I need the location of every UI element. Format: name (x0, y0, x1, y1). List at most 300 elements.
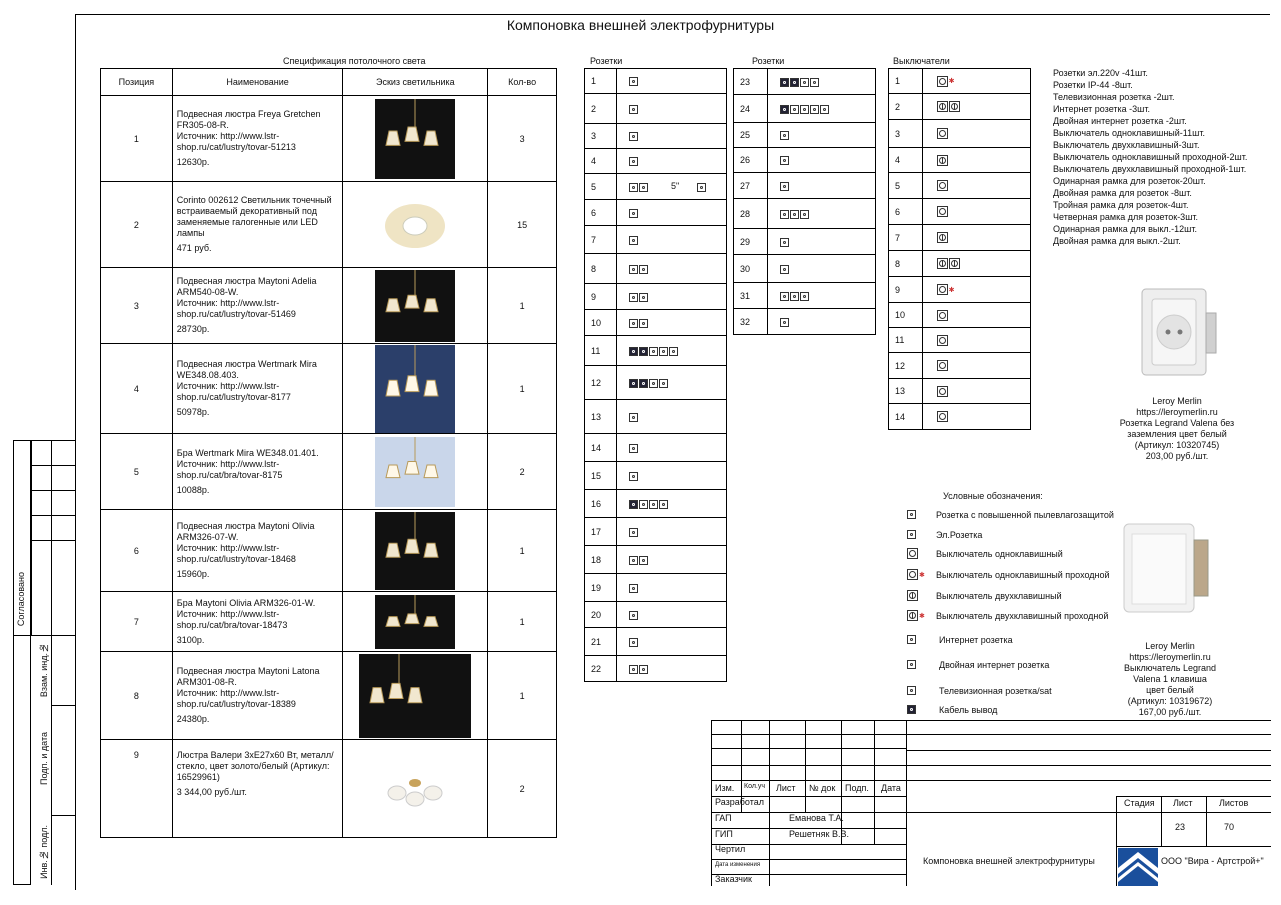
switch-number: 11 (889, 328, 923, 353)
spec-source: Источник: http://www.lstr-shop.ru/cat/lustry/tovar-18468 (176, 543, 296, 564)
spec-sketch (343, 182, 488, 268)
lamp-image (375, 769, 455, 809)
socket-row (585, 200, 727, 226)
legend-symbol-icon (907, 685, 917, 695)
stamp-text: Заказчик (715, 874, 752, 884)
socket-symbol-icon (649, 500, 658, 509)
socket-symbol-icon (629, 319, 638, 328)
lamp-image (375, 99, 455, 179)
summary-line: Тройная рамка для розеток-4шт. (1053, 200, 1189, 210)
socket-symbol-icon (780, 131, 789, 140)
spec-sketch (343, 740, 488, 838)
product-line: (Артикул: 10320745) (1134, 440, 1220, 450)
socket-row (585, 602, 727, 628)
stamp-line (874, 720, 875, 812)
socket-number: 12 (585, 366, 617, 400)
spec-sketch (343, 652, 488, 740)
summary-line: Двойная рамка для выкл.-2шт. (1053, 236, 1181, 246)
socket-symbols (768, 309, 876, 335)
socket-symbols (768, 255, 876, 283)
socket-symbol-icon (659, 500, 668, 509)
switch-number: 8 (889, 251, 923, 277)
socket-symbol-icon (780, 78, 789, 87)
legend-symbol-icon: ✱ (907, 610, 925, 621)
spec-qty: 1 (488, 592, 557, 652)
socket-symbol-icon (697, 183, 706, 192)
switch-symbol-icon (937, 76, 948, 87)
stamp-text: Решетняк В.В. (789, 829, 849, 839)
stamp-line (906, 780, 1271, 781)
stamp-text: ГАП (715, 813, 732, 823)
spec-name-cell (172, 344, 343, 434)
socket-number: 3 (585, 124, 617, 149)
spec-name: Подвесная люстра Maytoni Latona ARM301-08-R. (176, 666, 320, 687)
stamp-line (874, 812, 875, 844)
switch-symbol-icon (937, 411, 948, 422)
summary-line: Выключатель двухклавишный-3шт. (1053, 140, 1200, 150)
switch-symbol-icon (949, 101, 960, 112)
spec-pos: 2 (101, 182, 173, 268)
stamp-text: Лист (1173, 798, 1193, 808)
switch-number: 13 (889, 379, 923, 404)
socket-symbol-icon (629, 209, 638, 218)
socket-symbol-icon (780, 318, 789, 327)
spec-qty: 1 (488, 344, 557, 434)
title-block (711, 720, 1271, 886)
socket-symbol-icon (629, 293, 638, 302)
socket-symbol-icon (639, 556, 648, 565)
switch-symbol-icon (937, 101, 948, 112)
socket-row (734, 95, 876, 123)
spec-source: Источник: http://www.lstr-shop.ru/cat/bra/tovar-8175 (176, 458, 283, 480)
switch-symbol-icon (937, 206, 948, 217)
spec-pos: 6 (101, 510, 173, 592)
switch-number: 6 (889, 199, 923, 225)
socket-row (585, 518, 727, 546)
spec-name: Бра Maytoni Olivia ARM326-01-W. (176, 597, 316, 608)
spec-header: Позиция (101, 69, 173, 96)
socket-symbol-icon (639, 293, 648, 302)
socket-symbols (768, 173, 876, 199)
socket-symbols (616, 284, 726, 310)
spec-row (101, 96, 557, 182)
product-line: заземления цвет белый (1127, 429, 1227, 439)
socket-symbol-icon (629, 77, 638, 86)
socket-row (585, 174, 727, 200)
legend-symbol-icon (907, 634, 917, 644)
spec-price: 3100р. (176, 634, 205, 645)
socket-symbol-icon (629, 638, 638, 647)
spec-price: 12630р. (176, 157, 210, 167)
socket-row (734, 229, 876, 255)
stamp-text: Разработал (715, 797, 764, 807)
socket-symbol-icon (629, 183, 638, 192)
stamp-text: № док (809, 783, 836, 793)
socket-photo (1140, 283, 1220, 383)
switch-symbols (922, 303, 1030, 328)
socket-symbol-icon (629, 665, 638, 674)
summary-line: Выключатель двухклавишный проходной-1шт. (1053, 164, 1247, 174)
legend-item: Розетка с повышенной пылевлагозащитой (936, 510, 1114, 520)
socket-number: 19 (585, 574, 617, 602)
spec-name: Corinto 002612 Светильник точечный встраиваемый декоративный под заменяемые галогенные или LED лампы (176, 195, 332, 238)
spec-source: Источник: http://www.lstr-shop.ru/cat/lustry/tovar-51213 (176, 131, 296, 152)
switch-row (889, 148, 1031, 173)
socket-symbol-icon (780, 210, 789, 219)
socket-number: 13 (585, 400, 617, 434)
spec-row (101, 652, 557, 740)
legend-item: Двойная интернет розетка (939, 660, 1050, 670)
spec-name: Бра Wertmark Mira WE348.01.401. (176, 447, 319, 458)
socket-product-text (1112, 396, 1242, 462)
socket-row (585, 284, 727, 310)
spec-row (101, 510, 557, 592)
stamp-line (1161, 796, 1162, 846)
socket-symbol-icon (639, 347, 648, 356)
switch-row (889, 328, 1031, 353)
socket-symbol-icon (800, 78, 809, 87)
socket-symbol-icon (659, 347, 668, 356)
socket-symbol-icon (629, 132, 638, 141)
legend-item: Выключатель одноклавишный (936, 549, 1063, 559)
socket-symbol-icon (629, 236, 638, 245)
switch-number: 14 (889, 404, 923, 430)
lamp-image (375, 512, 455, 590)
spec-name: Подвесная люстра Maytoni Adelia ARM540-08-W. (176, 276, 317, 297)
stamp-text: 70 (1224, 822, 1235, 832)
spec-source: Источник: http://www.lstr-shop.ru/cat/bra/tovar-18473 (176, 608, 288, 630)
spec-qty: 2 (488, 434, 557, 510)
spec-price: 50978р. (176, 407, 210, 417)
switch-symbols (922, 277, 1030, 303)
socket-symbol-icon (639, 379, 648, 388)
socket-symbol-icon (780, 156, 789, 165)
socket-number: 9 (585, 284, 617, 310)
spec-pos: 3 (101, 268, 173, 344)
stamp-text: ГИП (715, 829, 733, 839)
socket-symbol-icon (800, 105, 809, 114)
socket-symbol-icon (629, 528, 638, 537)
switch-row (889, 69, 1031, 94)
switch-symbol-icon (949, 258, 960, 269)
stamp-text: Подп. (845, 783, 869, 793)
spec-header: Наименование (172, 69, 343, 96)
spec-qty: 1 (488, 268, 557, 344)
socket-row (734, 255, 876, 283)
socket-number: 15 (585, 462, 617, 490)
socket-row (734, 283, 876, 309)
socket-symbol-icon (790, 78, 799, 87)
switch-number: 12 (889, 353, 923, 379)
socket-symbol-icon (800, 292, 809, 301)
stamp-line (906, 734, 1271, 735)
summary-list (1053, 67, 1247, 247)
page-title: Компоновка внешней электрофурнитуры (506, 17, 775, 33)
socket-number: 2 (585, 94, 617, 124)
switch-row (889, 225, 1031, 251)
socket-row (734, 69, 876, 95)
sockets-a-caption: Розетки (590, 56, 623, 66)
product-line: цвет белый (1146, 685, 1194, 695)
legend-symbol-icon: ✱ (907, 569, 925, 580)
legend-item: Кабель вывод (939, 705, 998, 715)
product-line: 167,00 руб./шт. (1138, 707, 1202, 717)
socket-number: 26 (734, 148, 768, 173)
switch-symbols (922, 251, 1030, 277)
lamp-image (375, 196, 455, 254)
socket-number: 18 (585, 546, 617, 574)
product-line: Выключатель Legrand (1123, 663, 1216, 673)
sign-date-label: Подп. и дата (39, 732, 49, 786)
product-line: (Артикул: 10319672) (1127, 696, 1213, 706)
switch-symbol-icon (937, 180, 948, 191)
switch-symbols (922, 225, 1030, 251)
socket-number: 25 (734, 123, 768, 148)
legend-item: Телевизионная розетка/sat (939, 686, 1052, 696)
spec-name: Подвесная люстра Maytoni Olivia ARM326-07-W. (176, 521, 315, 542)
socket-symbol-icon (639, 665, 648, 674)
legend-symbol-icon (907, 659, 917, 669)
socket-symbol-icon (639, 319, 648, 328)
switch-symbol-icon (937, 310, 948, 321)
socket-number: 8 (585, 254, 617, 284)
spec-price: 24380р. (176, 714, 210, 724)
socket-symbols (616, 94, 726, 124)
spec-price: 28730р. (176, 324, 210, 334)
stamp-text: Изм. (715, 783, 735, 793)
socket-symbol-icon (629, 379, 638, 388)
switch-number: 3 (889, 120, 923, 148)
spec-table (100, 68, 557, 838)
stamp-line (841, 720, 842, 812)
socket-symbol-icon (790, 210, 799, 219)
spec-row (101, 592, 557, 652)
frame-top (75, 14, 1270, 15)
spec-name: Подвесная люстра Wertmark Mira WE348.08.403. (176, 359, 317, 380)
socket-row (734, 309, 876, 335)
spec-row (101, 268, 557, 344)
summary-line: Розетки эл.220v -41шт. (1053, 68, 1148, 78)
socket-symbol-icon (629, 556, 638, 565)
company-logo (1118, 848, 1158, 888)
socket-symbols (616, 628, 726, 656)
spec-header: Кол-во (488, 69, 557, 96)
spec-source: Источник: http://www.lstr-shop.ru/cat/lustry/tovar-8177 (176, 381, 291, 402)
socket-number: 7 (585, 226, 617, 254)
switch-symbol-icon (937, 284, 948, 295)
product-line: Leroy Merlin https://leroymerlin.ru (1129, 641, 1211, 662)
socket-row (585, 226, 727, 254)
socket-symbol-icon (780, 292, 789, 301)
switch-product-text (1105, 641, 1235, 718)
socket-symbol-icon (629, 444, 638, 453)
socket-symbols (616, 518, 726, 546)
switch-photo (1120, 518, 1216, 618)
socket-symbols (768, 69, 876, 95)
switch-symbols (922, 94, 1030, 120)
socket-symbols (616, 124, 726, 149)
switch-symbol-icon (937, 335, 948, 346)
stamp-line (769, 812, 770, 886)
stamp-line (1206, 796, 1207, 846)
lamp-image (375, 270, 455, 342)
switch-symbols (922, 173, 1030, 199)
switch-row (889, 404, 1031, 430)
spec-sketch (343, 96, 488, 182)
summary-line: Двойная рамка для розеток -8шт. (1053, 188, 1192, 198)
legend-item: Выключатель двухклавишный (936, 591, 1062, 601)
socket-symbol-icon (659, 379, 668, 388)
switch-row (889, 277, 1031, 303)
switch-row (889, 379, 1031, 404)
legend-symbol-icon (907, 704, 917, 714)
socket-symbols (616, 462, 726, 490)
socket-number: 32 (734, 309, 768, 335)
spec-qty: 3 (488, 96, 557, 182)
spec-name-cell (172, 652, 343, 740)
stamp-text: ООО "Вира - Артстрой+" (1161, 856, 1264, 866)
lamp-image (375, 345, 455, 433)
socket-number: 30 (734, 255, 768, 283)
socket-symbols (616, 226, 726, 254)
product-line: 203,00 руб./шт. (1145, 451, 1209, 461)
socket-row (585, 336, 727, 366)
socket-symbols (616, 574, 726, 602)
spec-row (101, 344, 557, 434)
stamp-line (906, 750, 1271, 751)
legend-symbol-icon (907, 509, 917, 519)
spec-name-cell (172, 510, 343, 592)
spec-sketch (343, 268, 488, 344)
socket-number: 1 (585, 69, 617, 94)
switches-caption: Выключатели (893, 56, 950, 66)
spec-name: Подвесная люстра Freya Gretchen FR305-08-R. (176, 109, 321, 130)
socket-symbols (616, 546, 726, 574)
socket-symbol-icon (629, 611, 638, 620)
socket-row (585, 254, 727, 284)
legend-symbol-icon (907, 590, 919, 601)
socket-symbol-icon (639, 500, 648, 509)
socket-symbol-icon (629, 500, 638, 509)
socket-symbol-icon (800, 210, 809, 219)
socket-number: 22 (585, 656, 617, 682)
stamp-line (1116, 846, 1271, 847)
socket-symbol-icon (639, 265, 648, 274)
spec-pos: 4 (101, 344, 173, 434)
socket-symbol-icon (629, 157, 638, 166)
switches-table (888, 68, 1031, 430)
socket-symbols (616, 310, 726, 336)
switch-symbol-icon (937, 258, 948, 269)
socket-number: 20 (585, 602, 617, 628)
switch-row (889, 94, 1031, 120)
socket-symbol-icon (780, 265, 789, 274)
socket-number: 27 (734, 173, 768, 199)
product-line: Розетка Legrand Valena без (1119, 418, 1235, 428)
spec-row (101, 434, 557, 510)
stamp-text: Листов (1219, 798, 1249, 808)
switch-symbols (922, 353, 1030, 379)
stamp-line (805, 720, 806, 812)
socket-number: 4 (585, 149, 617, 174)
socket-number: 14 (585, 434, 617, 462)
summary-line: Интернет розетка -3шт. (1053, 104, 1151, 114)
summary-line: Одинарная рамка для выкл.-12шт. (1053, 224, 1198, 234)
socket-row (585, 656, 727, 682)
socket-symbols (768, 229, 876, 255)
legend-symbol-icon (907, 548, 919, 559)
spec-name-cell (172, 182, 343, 268)
spec-sketch (343, 592, 488, 652)
socket-number: 6 (585, 200, 617, 226)
switch-symbols (922, 120, 1030, 148)
sockets-a-table (584, 68, 727, 682)
spec-qty: 1 (488, 510, 557, 592)
summary-line: Розетки IP-44 -8шт. (1053, 80, 1133, 90)
socket-symbol-icon (780, 105, 789, 114)
socket-symbols (768, 148, 876, 173)
spec-pos: 5 (101, 434, 173, 510)
legend-item: Выключатель двухклавишный проходной (936, 611, 1109, 621)
socket-symbol-icon (810, 105, 819, 114)
socket-row (585, 94, 727, 124)
socket-symbols (616, 254, 726, 284)
spec-row (101, 182, 557, 268)
switch-symbols (922, 379, 1030, 404)
stamp-line (906, 720, 907, 812)
summary-line: Двойная интернет розетка -2шт. (1053, 116, 1187, 126)
sockets-b-caption: Розетки (752, 56, 785, 66)
switch-symbol-icon (937, 386, 948, 397)
socket-symbol-icon (780, 182, 789, 191)
stamp-text: Лист (776, 783, 796, 793)
switch-row (889, 199, 1031, 225)
spec-name-cell (172, 268, 343, 344)
legend-item: Эл.Розетка (936, 530, 983, 540)
socket-symbols (616, 434, 726, 462)
switch-row (889, 353, 1031, 379)
stamp-text: Дата изменения (715, 862, 761, 868)
spec-price: 15960р. (176, 569, 210, 579)
socket-number: 29 (734, 229, 768, 255)
switch-symbol-icon (937, 155, 948, 166)
spec-qty: 2 (488, 740, 557, 838)
spec-pos: 9 (101, 740, 173, 838)
switch-symbols (922, 148, 1030, 173)
sockets-b-table (733, 68, 876, 335)
legend-item: Интернет розетка (939, 635, 1013, 645)
side-stamp (13, 440, 75, 885)
socket-row (585, 462, 727, 490)
spec-pos: 1 (101, 96, 173, 182)
socket-row (585, 490, 727, 518)
spec-price: 3 344,00 руб./шт. (176, 787, 247, 797)
inv-orig-label: Инв.№ подл. (39, 825, 49, 879)
stamp-text: Стадия (1124, 798, 1155, 808)
socket-symbols (616, 336, 726, 366)
socket-symbols (768, 199, 876, 229)
socket-symbol-icon (810, 78, 819, 87)
switch-number: 1 (889, 69, 923, 94)
socket-symbols (616, 149, 726, 174)
switch-number: 4 (889, 148, 923, 173)
switch-number: 2 (889, 94, 923, 120)
switch-row (889, 173, 1031, 199)
stamp-line (769, 720, 770, 812)
socket-row (585, 366, 727, 400)
summary-line: Четверная рамка для розеток-3шт. (1053, 212, 1199, 222)
summary-line: Телевизионная розетка -2шт. (1053, 92, 1175, 102)
